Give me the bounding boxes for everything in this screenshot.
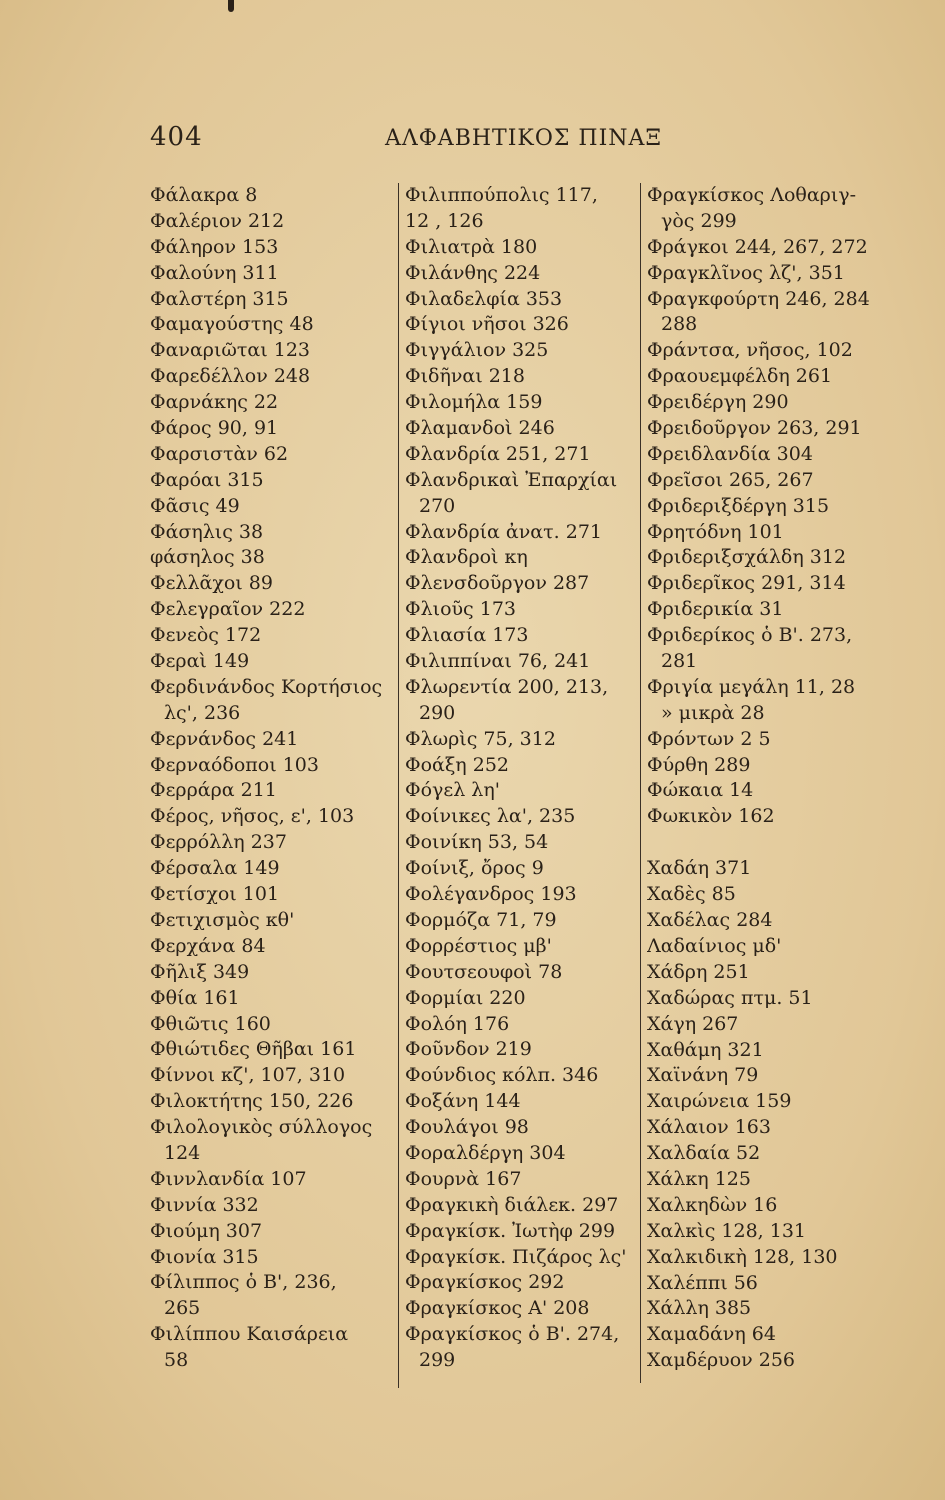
index-entry: Φῆλιξ 349 xyxy=(150,960,250,983)
running-title: ΑΛΦΑΒΗΤΙΚΟΣ ΠΙΝΑΞ xyxy=(385,126,662,151)
index-entry: Φρειδέργη 290 xyxy=(647,391,789,414)
index-entry: Φερρόλλη 237 xyxy=(150,831,287,854)
index-entry: Χάλαιον 163 xyxy=(647,1116,771,1139)
index-entry xyxy=(647,830,897,856)
index-entry: Φλιοῦς 173 xyxy=(405,598,517,621)
index-entry: Χαιρώνεια 159 xyxy=(647,1090,792,1113)
index-entry: Φραγκικὴ διάλεκ. 297 xyxy=(405,1193,619,1216)
index-entry: Φερνάνδος 241 xyxy=(150,727,299,750)
index-entry: Χάλλη 385 xyxy=(647,1297,752,1320)
index-entry: Φλανδρία 251, 271 xyxy=(405,442,591,465)
index-entry: Χαθάμη 321 xyxy=(647,1038,764,1061)
index-entry: Χαλκὶς 128, 131 xyxy=(647,1219,807,1242)
index-entry: Φραγκίσκος 292 xyxy=(405,1271,565,1294)
index-entry: Φορμόζα 71, 79 xyxy=(405,908,557,931)
index-entry: Χαδάη 371 xyxy=(647,857,752,880)
index-entry: Φορμίαι 220 xyxy=(405,986,526,1009)
index-entry: Φιούμη 307 xyxy=(150,1219,263,1242)
index-entry: Χαλκηδὼν 16 xyxy=(647,1193,778,1216)
index-entry: Φολέγανδρος 193 xyxy=(405,883,577,906)
index-entry: Φωκικὸν 162 xyxy=(647,805,775,828)
index-entry: Φάληρον 153 xyxy=(150,235,279,258)
index-entry: Χάδρη 251 xyxy=(647,960,750,983)
index-entry: Χαϊνάνη 79 xyxy=(647,1064,759,1087)
index-entry: Φέρος, νῆσος, ε', 103 xyxy=(150,805,355,828)
index-entry: Φιλιππούπολις 117, xyxy=(405,184,598,206)
index-entry: Φρειδλανδία 304 xyxy=(647,442,813,465)
index-entry: Φεραὶ 149 xyxy=(150,650,250,673)
index-entry: Φετίσχοι 101 xyxy=(150,883,280,906)
index-entry: Φραουεμφέλδη 261 xyxy=(647,365,833,388)
index-entry: 265 xyxy=(164,1297,201,1320)
index-entry: Φθιῶτις 160 xyxy=(150,1012,271,1035)
index-entry: Φριδεριξσχάλδη 312 xyxy=(647,546,847,569)
index-entry: Χαλκιδικὴ 128, 130 xyxy=(647,1245,838,1268)
index-entry: Φουλάγοι 98 xyxy=(405,1116,529,1139)
index-entry: Φιννία 332 xyxy=(150,1193,259,1216)
index-entry: Φιλάνθης 224 xyxy=(405,261,541,284)
index-entry: » μικρὰ 28 xyxy=(661,701,765,724)
index-entry: Φριδεριξδέργη 315 xyxy=(647,494,830,517)
index-entry: Χαλδαία 52 xyxy=(647,1142,761,1165)
index-entry: Φραγκλῖνος λζ', 351 xyxy=(647,261,845,284)
index-entry: Φερδινάνδος Κορτήσιος xyxy=(150,675,383,698)
index-entry: Φοινίκη 53, 54 xyxy=(405,831,549,854)
index-entry: Φλαμανδοὶ 246 xyxy=(405,417,555,440)
index-entry: Φιγγάλιον 325 xyxy=(405,339,549,362)
index-entry: Φραγκίσκ. Πιζάρος λς' xyxy=(405,1245,627,1268)
index-entry: Φλωρὶς 75, 312 xyxy=(405,727,556,750)
index-entry: Φαλστέρη 315 xyxy=(150,287,289,310)
index-entry: Φλωρεντία 200, 213, xyxy=(405,675,609,698)
index-entry: Φραγκίσκος Α' 208 xyxy=(405,1297,590,1320)
index-entry: Φιλιππίναι 76, 241 xyxy=(405,650,591,673)
index-entry: Φουρνὰ 167 xyxy=(405,1167,522,1190)
index-entry: Φάλακρα 8 xyxy=(150,184,258,206)
index-entry: Φέρσαλα 149 xyxy=(150,857,280,880)
index-entry: Φθία 161 xyxy=(150,986,240,1009)
index-entry: Φύρθη 289 xyxy=(647,753,751,776)
index-entry: Φαλούνη 311 xyxy=(150,261,279,284)
index-entry: Φρειδοῦργον 263, 291 xyxy=(647,417,862,440)
index-entry: Φοάξη 252 xyxy=(405,753,509,776)
index-entry: 12 , 126 xyxy=(405,209,484,232)
index-entry: Λαδαίνιος μδ' xyxy=(647,934,782,957)
index-entry: Φοραλδέργη 304 xyxy=(405,1141,566,1164)
index-entry: Φρητόδνη 101 xyxy=(647,520,784,543)
index-entry: Φελεγραῖον 222 xyxy=(150,598,306,621)
index-entry: Φραγκφούρτη 246, 284 xyxy=(647,287,870,310)
index-entry: Φιλομήλα 159 xyxy=(405,391,543,414)
index-entry: Φιλίππου Καισάρεια xyxy=(150,1323,349,1346)
index-entry: Φλανδρικαὶ Ἐπαρχίαι xyxy=(405,468,618,491)
index-entry: Φριδερίκος ὁ Β'. 273, xyxy=(647,624,853,647)
index-entry: Φοῦνδον 219 xyxy=(405,1038,532,1061)
index-entry: Φάσηλις 38 xyxy=(150,520,264,543)
index-entry: Φραγκίσκος ὁ Β'. 274, xyxy=(405,1323,620,1346)
index-entry: Χάγη 267 xyxy=(647,1012,739,1035)
index-entry: Φούνδιος κόλπ. 346 xyxy=(405,1064,599,1087)
index-entry: γὸς 299 xyxy=(661,209,737,232)
page-number: 404 xyxy=(150,122,203,152)
index-entry: Φιλοκτήτης 150, 226 xyxy=(150,1090,354,1113)
ink-mark xyxy=(228,0,234,12)
index-entry: Φαλέριον 212 xyxy=(150,209,285,232)
index-entry: Χαμδέρυον 256 xyxy=(647,1349,796,1372)
index-entry: Χαδὲς 85 xyxy=(647,883,736,906)
index-entry: Φλενσδοῦργον 287 xyxy=(405,572,590,595)
index-entry: Φίλιππος ὁ Β', 236, xyxy=(150,1271,337,1294)
index-entry: Φθιώτιδες Θῆβαι 161 xyxy=(150,1038,357,1061)
index-entry: Φοίνιξ, ὄρος 9 xyxy=(405,857,544,880)
index-entry: φάσηλος 38 xyxy=(150,546,265,569)
index-entry: Φοίνικες λα', 235 xyxy=(405,805,576,828)
index-entry: Φρόντων 2 5 xyxy=(647,727,771,750)
index-entry: Φάρος 90, 91 xyxy=(150,417,279,440)
index-column-3 xyxy=(640,183,897,1383)
index-entry: Φαμαγούστης 48 xyxy=(150,313,314,336)
index-entry: Φελλᾶχοι 89 xyxy=(150,572,273,595)
index-entry: Φριγία μεγάλη 11, 28 xyxy=(647,675,856,698)
index-entry: Φλανδροὶ κη xyxy=(405,546,528,569)
index-entry: Φριδερῖκος 291, 314 xyxy=(647,572,846,595)
index-entry: 299 xyxy=(419,1349,456,1372)
index-entry: Χαμαδάνη 64 xyxy=(647,1323,776,1346)
index-entry: Χαδώρας πτμ. 51 xyxy=(647,986,813,1009)
index-entry: 270 xyxy=(419,494,456,517)
index-entry: Φραγκίσκ. Ἰωτὴφ 299 xyxy=(405,1219,616,1242)
index-entry: Φραγκίσκος Λοθαριγ- xyxy=(647,184,857,206)
index-entry: Φολόη 176 xyxy=(405,1012,510,1035)
index-entry: Φοξάνη 144 xyxy=(405,1090,521,1113)
index-entry: Φιννλανδία 107 xyxy=(150,1167,307,1190)
index-entry: Φιλολογικὸς σύλλογος xyxy=(150,1116,373,1139)
index-entry: Φορρέστιος μβ' xyxy=(405,934,552,957)
index-column-2 xyxy=(398,183,647,1388)
index-entry: Φερχάνα 84 xyxy=(150,934,266,957)
index-entry: Φιλιατρὰ 180 xyxy=(405,235,538,258)
index-entry: Φαρεδέλλον 248 xyxy=(150,365,311,388)
index-entry: Χάλκη 125 xyxy=(647,1167,751,1190)
index-entry: Φερράρα 211 xyxy=(150,779,277,802)
index-entry: 281 xyxy=(661,650,698,673)
index-entry: Φιλαδελφία 353 xyxy=(405,287,563,310)
index-entry: Φουτσεουφοὶ 78 xyxy=(405,960,563,983)
index-entry: 288 xyxy=(661,313,698,336)
index-entry: Φαρόαι 315 xyxy=(150,468,264,491)
index-entry: Φιδῆναι 218 xyxy=(405,365,525,388)
index-entry: Φριδερικία 31 xyxy=(647,598,784,621)
index-entry: Φενεὸς 172 xyxy=(150,624,262,647)
index-entry: Φίγιοι νῆσοι 326 xyxy=(405,313,569,336)
index-entry: Φαρσιστὰν 62 xyxy=(150,442,289,465)
index-entry: Χαλέππι 56 xyxy=(647,1271,758,1294)
index-entry: Φλανδρία ἀνατ. 271 xyxy=(405,520,602,543)
index-entry: Φράντσα, νῆσος, 102 xyxy=(647,339,853,362)
index-entry: Φρεῖσοι 265, 267 xyxy=(647,468,814,491)
index-entry: Φράγκοι 244, 267, 272 xyxy=(647,235,868,258)
index-entry: Φαρνάκης 22 xyxy=(150,391,279,414)
index-entry: Φιονία 315 xyxy=(150,1245,259,1268)
index-entry: Φώκαια 14 xyxy=(647,779,754,802)
index-entry: Φερναόδοποι 103 xyxy=(150,753,319,776)
index-entry: 124 xyxy=(164,1141,201,1164)
index-entry: 58 xyxy=(164,1349,189,1372)
index-entry: Φίννοι κζ', 107, 310 xyxy=(150,1064,346,1087)
index-entry: 290 xyxy=(419,701,456,724)
index-entry: λς', 236 xyxy=(164,701,241,724)
index-entry: Φλιασία 173 xyxy=(405,624,529,647)
index-entry: Φόγελ λη' xyxy=(405,779,500,802)
index-entry: Φαναριῶται 123 xyxy=(150,339,310,362)
index-entry: Χαδέλας 284 xyxy=(647,909,773,932)
index-column-1 xyxy=(150,183,392,1374)
index-entry: Φᾶσις 49 xyxy=(150,494,240,517)
page-header xyxy=(0,122,945,162)
index-entry: Φετιχισμὸς κθ' xyxy=(150,908,295,931)
